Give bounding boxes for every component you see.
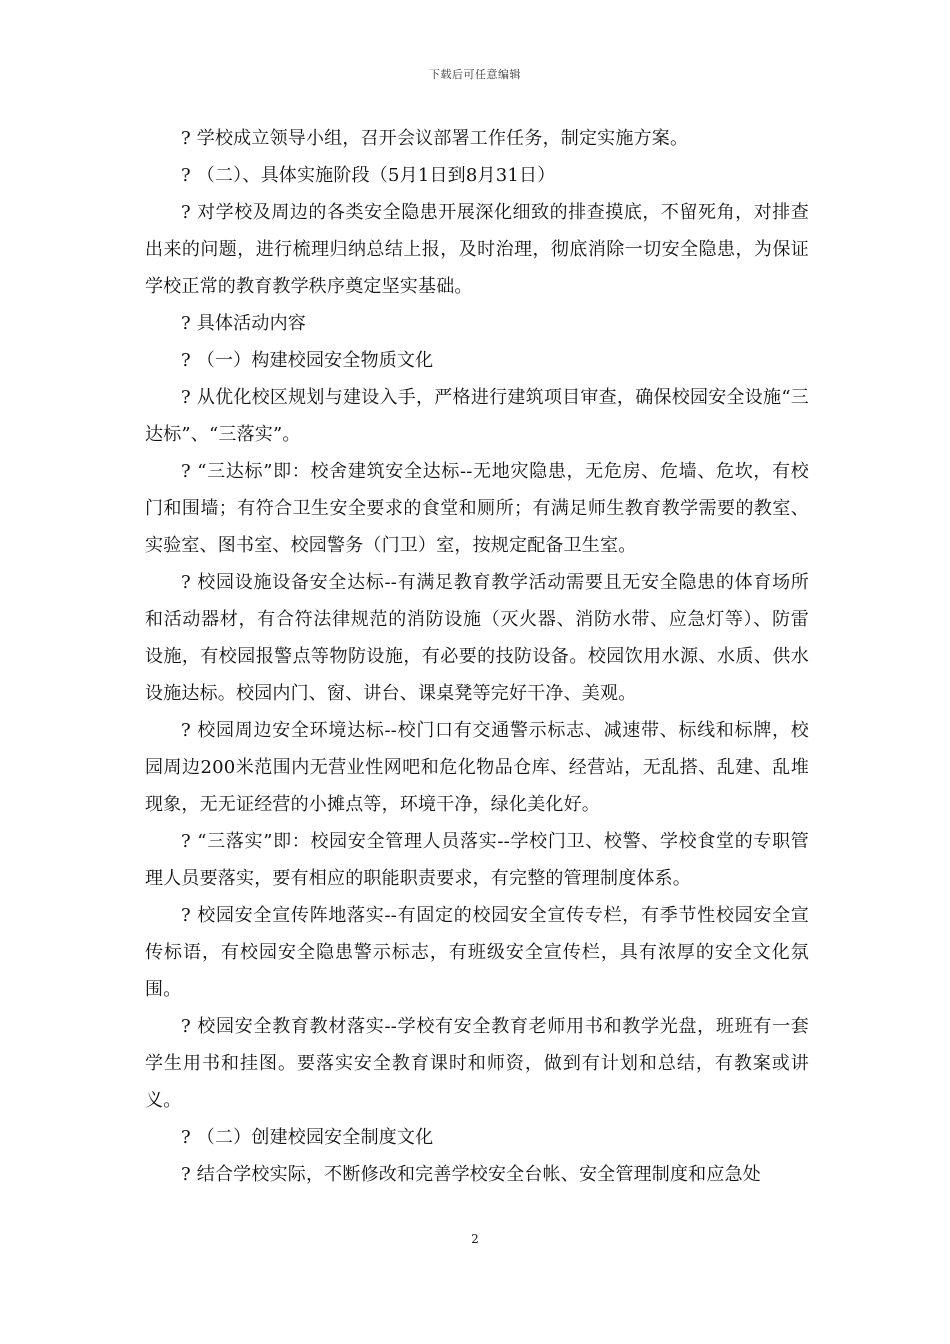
paragraph: ? 对学校及周边的各类安全隐患开展深化细致的排查摸底，不留死角，对排查出来的问题，进行梳理归纳总结上报，及时治理，彻底消除一切安全隐患，为保证学校正常的教育教学秩序奠定坚实基础。 [145, 202, 809, 297]
paragraph: ? 结合学校实际，不断修改和完善学校安全台帐、安全管理制度和应急处 [181, 1164, 761, 1185]
paragraph: ? 校园安全教育教材落实--学校有安全教育老师用书和教学光盘，班班有一套学生用书和挂图。要落实安全教育课时和师资，做到有计划和总结，有教案或讲义。 [145, 1016, 809, 1111]
paragraph: ? 校园设施设备安全达标--有满足教育教学活动需要且无安全隐患的体育场所和活动器材，有合符法律规范的消防设施（灭火器、消防水带、应急灯等）、防雷设施，有校园报警点等物防设施，有必要的技防设备。校园饮用水源、水质、供水设施达标。校园内门、窗、讲台、课桌凳等完好干净、美观。 [145, 572, 809, 704]
paragraph: ? 从优化校区规划与建设入手，严格进行建筑项目审查，确保校园安全设施“三达标”、“三落实”。 [145, 387, 809, 445]
page-number: 2 [471, 1232, 479, 1246]
paragraph: ? （一）构建校园安全物质文化 [181, 350, 434, 371]
paragraph: ? “三达标”即：校舍建筑安全达标--无地灾隐患，无危房、危墙、危坎，有校门和围墙；有符合卫生安全要求的食堂和厕所；有满足师生教育教学需要的教室、实验室、图书室、校园警务（门卫）室，按规定配备卫生室。 [145, 461, 809, 556]
paragraph: ? 具体活动内容 [181, 313, 306, 334]
paragraph: ? （二）、具体实施阶段（5月1日到8月31日） [181, 165, 556, 186]
paragraph: ? （二）创建校园安全制度文化 [181, 1127, 434, 1148]
document-body [145, 120, 809, 1193]
paragraph: ? 校园周边安全环境达标--校门口有交通警示标志、减速带、标线和标牌，校园周边200米范围内无营业性网吧和危化物品仓库、经营站，无乱搭、乱建、乱堆现象，无无证经营的小摊点等，环境干净，绿化美化好。 [145, 720, 809, 815]
paragraph: ? “三落实”即：校园安全管理人员落实--学校门卫、校警、学校食堂的专职管理人员要落实，要有相应的职能职责要求，有完整的管理制度体系。 [145, 831, 809, 889]
paragraph: ? 学校成立领导小组，召开会议部署工作任务，制定实施方案。 [181, 128, 689, 149]
paragraph: ? 校园安全宣传阵地落实--有固定的校园安全宣传专栏，有季节性校园安全宣传标语，有校园安全隐患警示标志，有班级安全宣传栏，具有浓厚的安全文化氛围。 [145, 905, 809, 1000]
page-header: 下载后可任意编辑 [429, 68, 521, 81]
